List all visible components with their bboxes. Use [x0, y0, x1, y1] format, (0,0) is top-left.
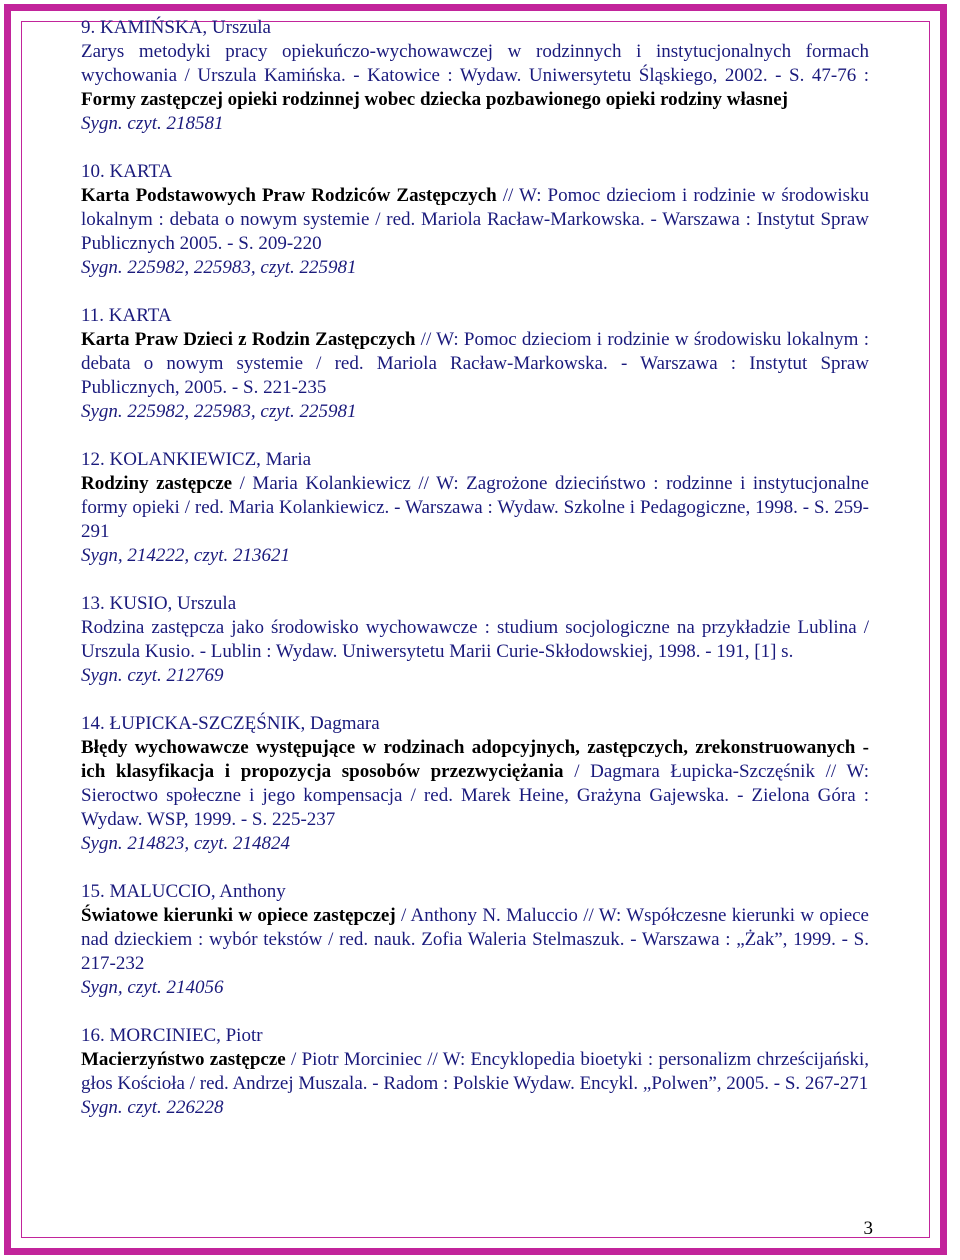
- entry-heading: 15. MALUCCIO, Anthony: [81, 881, 286, 902]
- entry-heading: 10. KARTA: [81, 161, 173, 182]
- bibliography-entry: [81, 448, 869, 568]
- entry-heading: 13. KUSIO, Urszula: [81, 593, 237, 614]
- entry-heading: 14. ŁUPICKA-SZCZĘŚNIK, Dagmara: [81, 713, 380, 734]
- entry-bold-subtitle: Formy zastępczej opieki rodzinnej wobec dziecka pozbawionego opieki rodziny własnej: [81, 89, 788, 110]
- entry-body: / Dagmara Łupicka-Szczęśnik // W: Sieroctwo społeczne i jego kompensacja / red. Marek Heine, Grażyna Gajewska. - Zielona Góra : Wydaw. WSP, 1999. - S. 225-237: [81, 761, 869, 830]
- entry-description: [81, 904, 869, 976]
- bibliography-entry: [81, 1024, 869, 1120]
- entry-bold-title: Karta Praw Dzieci z Rodzin Zastępczych: [81, 329, 416, 350]
- entry-body: / Maria Kolankiewicz // W: Zagrożone dzieciństwo : rodzinne i instytucjonalne formy opieki / red. Maria Kolankiewicz. - Warszawa : Wydaw. Szkolne i Pedagogiczne, 1998. - S. 259-291: [81, 473, 869, 542]
- bibliography-entry: [81, 592, 869, 688]
- entry-call-number: Sygn. 225982, 225983, czyt. 225981: [81, 401, 357, 422]
- entry-description: [81, 184, 869, 256]
- entry-call-number: Sygn, 214222, czyt. 213621: [81, 545, 290, 566]
- entry-call-number: Sygn. czyt. 226228: [81, 1097, 224, 1118]
- page-number: 3: [863, 1218, 873, 1239]
- entry-heading: 16. MORCINIEC, Piotr: [81, 1025, 263, 1046]
- entry-body: // W: Pomoc dzieciom i rodzinie w środowisku lokalnym : debata o nowym systemie / red. Mariola Racław-Markowska. - Warszawa : Instytut Spraw Publicznych 2005. - S. 209-220: [81, 185, 869, 254]
- entry-description: [81, 472, 869, 544]
- entry-body: Zarys metodyki pracy opiekuńczo-wychowawczej w rodzinnych i instytucjonalnych formach wychowania / Urszula Kamińska. - Katowice : Wydaw. Uniwersytetu Śląskiego, 2002. - S. 47-76 :: [81, 41, 869, 86]
- bibliography-entry: [81, 880, 869, 1000]
- entry-description: [81, 1048, 869, 1096]
- entry-description: [81, 40, 869, 112]
- bibliography-entry: [81, 304, 869, 424]
- entry-description: [81, 328, 869, 400]
- entry-call-number: Sygn. czyt. 212769: [81, 665, 224, 686]
- entry-bold-title: Macierzyństwo zastępcze: [81, 1049, 286, 1070]
- entry-body: / Anthony N. Maluccio // W: Współczesne kierunki w opiece nad dzieckiem : wybór tekstów / red. nauk. Zofia Waleria Stelmaszuk. - Warszawa : „Żak”, 1999. - S. 217-232: [81, 905, 869, 974]
- entry-heading: 11. KARTA: [81, 305, 172, 326]
- entry-bold-title: Rodziny zastępcze: [81, 473, 233, 494]
- entry-heading: 12. KOLANKIEWICZ, Maria: [81, 449, 312, 470]
- entry-call-number: Sygn. czyt. 218581: [81, 113, 224, 134]
- entry-bold-title: Błędy wychowawcze występujące w rodzinach adopcyjnych, zastępczych, zrekonstruowanych - ich klasyfikacja i propozycja sposobów przezwyciężania: [81, 737, 869, 782]
- entry-call-number: Sygn. 225982, 225983, czyt. 225981: [81, 257, 357, 278]
- bibliography-entry: [81, 16, 869, 136]
- entry-body: // W: Pomoc dzieciom i rodzinie w środowisku lokalnym : debata o nowym systemie / red. Mariola Racław-Markowska. - Warszawa : Instytut Spraw Publicznych, 2005. - S. 221-235: [81, 329, 869, 398]
- bibliography-entry: [81, 160, 869, 280]
- entry-description: [81, 736, 869, 832]
- entry-bold-title: Karta Podstawowych Praw Rodziców Zastępczych: [81, 185, 497, 206]
- entry-call-number: Sygn, czyt. 214056: [81, 977, 224, 998]
- entry-call-number: Sygn. 214823, czyt. 214824: [81, 833, 290, 854]
- entry-body: Rodzina zastępcza jako środowisko wychowawcze : studium socjologiczne na przykładzie Lublina / Urszula Kusio. - Lublin : Wydaw. Uniwersytetu Marii Curie-Skłodowskiej, 1998. - 191, [1] s.: [81, 617, 869, 662]
- bibliography-list: [81, 16, 869, 1144]
- entry-body: / Piotr Morciniec // W: Encyklopedia bioetyki : personalizm chrześcijański, głos Kościoła / red. Andrzej Muszala. - Radom : Polskie Wydaw. Encykl. „Polwen”, 2005. - S. 267-271: [81, 1049, 869, 1094]
- entry-bold-title: Światowe kierunki w opiece zastępczej: [81, 905, 396, 926]
- entry-description: [81, 616, 869, 664]
- bibliography-entry: [81, 712, 869, 856]
- entry-heading: 9. KAMIŃSKA, Urszula: [81, 17, 271, 38]
